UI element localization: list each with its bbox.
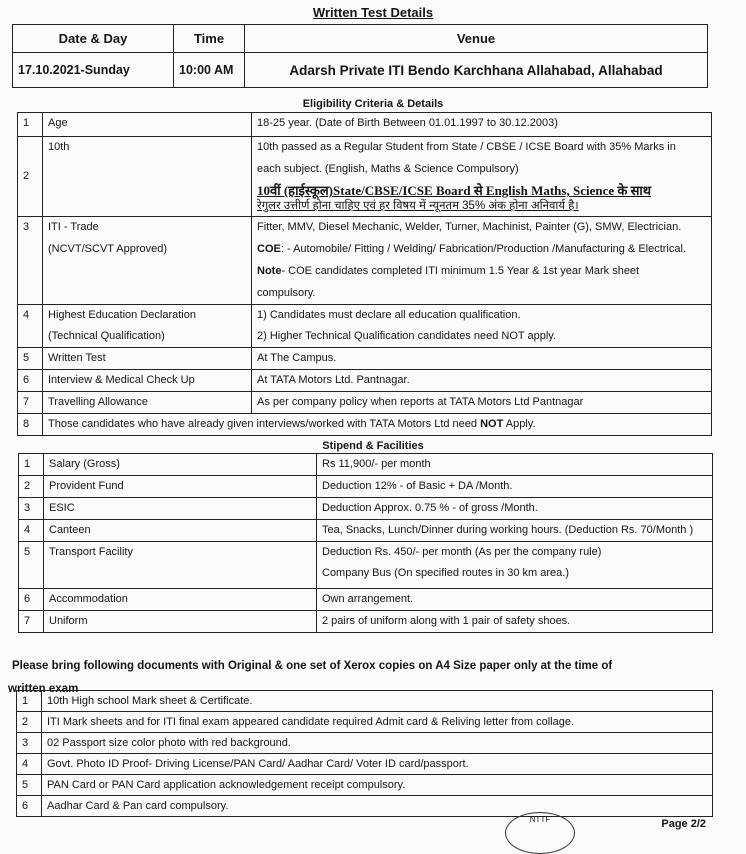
row-value [252, 305, 712, 348]
row-number: 3 [18, 217, 43, 305]
row-number: 2 [17, 712, 42, 733]
hindi-line: रेगुलर उत्तीर्ण होना चाहिए एवं हर विषय में न्यूनतम 35% अंक होना अनिवार्य है। [257, 200, 579, 212]
row-value: PAN Card or PAN Card application acknowledgement receipt compulsory. [42, 775, 713, 796]
table-row [17, 712, 713, 733]
written-test-table [12, 24, 708, 88]
venue-cell: Adarsh Private ITI Bendo Karchhana Allahabad, Allahabad [245, 53, 708, 88]
row-label [43, 305, 252, 348]
table-row [17, 733, 713, 754]
table-row [18, 414, 712, 436]
table-header-row [13, 25, 708, 53]
row-label: Accommodation [44, 589, 317, 611]
table-row [18, 137, 712, 217]
note-text: - COE candidates completed ITI minimum 1.5 Year & 1st year Mark sheet [281, 265, 640, 277]
row-value: 18-25 year. (Date of Birth Between 01.01.1997 to 30.12.2003) [252, 113, 712, 137]
hindi-line: 10वीं (हाईस्कूल)State/CBSE/ICSE Board से English Maths, Science के साथ [257, 183, 652, 198]
table-row [19, 542, 713, 589]
value-line: Company Bus (On specified routes in 30 km area.) [322, 567, 570, 579]
row-number: 1 [18, 113, 43, 137]
row-number: 4 [18, 305, 43, 348]
table-row [19, 589, 713, 611]
label-line: (Technical Qualification) [48, 330, 165, 342]
row-value: ITI Mark sheets and for ITI final exam appeared candidate required Admit card & Reliving letter from collage. [42, 712, 713, 733]
row-value: Govt. Photo ID Proof- Driving License/PAN Card/ Aadhar Card/ Voter ID card/passport. [42, 754, 713, 775]
row-text: Those candidates who have already given interviews/worked with TATA Motors Ltd need [48, 418, 481, 430]
time-cell: 10:00 AM [174, 53, 245, 88]
row-number: 2 [18, 137, 43, 217]
row-number: 3 [17, 733, 42, 754]
row-value [252, 137, 712, 217]
row-label: Written Test [43, 348, 252, 370]
row-value: At TATA Motors Ltd. Pantnagar. [252, 370, 712, 392]
table-row [17, 754, 713, 775]
note-label: Note [257, 265, 282, 277]
row-text: Apply. [503, 418, 536, 430]
row-value: 02 Passport size color photo with red background. [42, 733, 713, 754]
written-test-title: Written Test Details [312, 5, 434, 20]
table-row [17, 775, 713, 796]
value-line: compulsory. [257, 287, 316, 299]
row-number: 4 [17, 754, 42, 775]
date-day-cell: 17.10.2021-Sunday [13, 53, 174, 88]
row-value [317, 542, 713, 589]
row-number: 4 [19, 520, 44, 542]
eligibility-title: Eligibility Criteria & Details [302, 98, 444, 110]
label-line: Highest Education Declaration [48, 309, 196, 321]
row-number: 7 [19, 611, 44, 633]
row-value: 10th High school Mark sheet & Certificate. [42, 691, 713, 712]
table-row [18, 370, 712, 392]
row-label: ESIC [44, 498, 317, 520]
header-venue: Venue [245, 25, 708, 53]
row-number: 6 [18, 370, 43, 392]
row-number: 3 [19, 498, 44, 520]
value-line: Fitter, MMV, Diesel Mechanic, Welder, Turner, Machinist, Painter (G), SMW, Electrician. [257, 221, 682, 233]
coe-label: COE [257, 243, 281, 255]
row-value [43, 414, 712, 436]
table-row [19, 476, 713, 498]
row-number: 5 [19, 542, 44, 589]
row-number: 5 [17, 775, 42, 796]
stamp-seal: NTTF [505, 812, 575, 854]
row-number: 8 [18, 414, 43, 436]
row-number: 2 [19, 476, 44, 498]
value-line: each subject. (English, Maths & Science Compulsory) [257, 163, 519, 175]
table-row [18, 217, 712, 305]
row-value: Aadhar Card & Pan card compulsory. [42, 796, 713, 817]
row-number: 5 [18, 348, 43, 370]
documents-heading-line: written exam [8, 683, 79, 695]
value-line [257, 263, 706, 280]
row-value: At The Campus. [252, 348, 712, 370]
header-time: Time [174, 25, 245, 53]
row-value: Deduction 12% - of Basic + DA /Month. [317, 476, 713, 498]
coe-text: : - Automobile/ Fitting / Welding/ Fabrication/Production /Manufacturing & Electrical. [280, 243, 686, 255]
label-line: (NCVT/SCVT Approved) [48, 243, 168, 255]
row-label: Interview & Medical Check Up [43, 370, 252, 392]
table-row [18, 113, 712, 137]
row-number: 6 [19, 589, 44, 611]
table-row [19, 611, 713, 633]
documents-table [16, 690, 713, 817]
row-number: 1 [17, 691, 42, 712]
table-row [17, 691, 713, 712]
row-label: Travelling Allowance [43, 392, 252, 414]
row-text-emphasis: NOT [480, 418, 504, 430]
row-label: Salary (Gross) [44, 454, 317, 476]
row-value: 2 pairs of uniform along with 1 pair of safety shoes. [317, 611, 713, 633]
row-number: 6 [17, 796, 42, 817]
table-row [18, 392, 712, 414]
row-label [43, 217, 252, 305]
value-line [257, 241, 706, 258]
eligibility-table [17, 112, 712, 436]
stipend-table [18, 453, 713, 633]
value-line: 2) Higher Technical Qualification candidates need NOT apply. [257, 330, 557, 342]
row-value: Own arrangement. [317, 589, 713, 611]
row-label: Uniform [44, 611, 317, 633]
value-line: 1) Candidates must declare all education qualification. [257, 309, 521, 321]
header-date-day: Date & Day [13, 25, 174, 53]
row-label: Age [43, 113, 252, 137]
row-value: As per company policy when reports at TATA Motors Ltd Pantnagar [252, 392, 712, 414]
row-label: Provident Fund [44, 476, 317, 498]
table-row [13, 53, 708, 88]
row-value: Tea, Snacks, Lunch/Dinner during working hours. (Deduction Rs. 70/Month ) [317, 520, 713, 542]
stipend-title: Stipend & Facilities [322, 440, 424, 452]
page-number: Page 2/2 [661, 818, 706, 830]
row-value: Deduction Approx. 0.75 % - of gross /Month. [317, 498, 713, 520]
table-row [19, 498, 713, 520]
value-line: 10th passed as a Regular Student from State / CBSE / ICSE Board with 35% Marks in [257, 141, 676, 153]
row-value [252, 217, 712, 305]
row-label: 10th [43, 137, 252, 217]
row-number: 1 [19, 454, 44, 476]
table-row [18, 305, 712, 348]
table-row [19, 454, 713, 476]
value-line: Deduction Rs. 450/- per month (As per the company rule) [322, 546, 602, 558]
row-number: 7 [18, 392, 43, 414]
row-label: Canteen [44, 520, 317, 542]
row-label: Transport Facility [44, 542, 317, 589]
table-row [19, 520, 713, 542]
row-value: Rs 11,900/- per month [317, 454, 713, 476]
table-row [18, 348, 712, 370]
documents-heading-line: Please bring following documents with Original & one set of Xerox copies on A4 Size paper only at the time of [12, 660, 613, 672]
label-line: ITI - Trade [48, 221, 99, 233]
table-row [17, 796, 713, 817]
